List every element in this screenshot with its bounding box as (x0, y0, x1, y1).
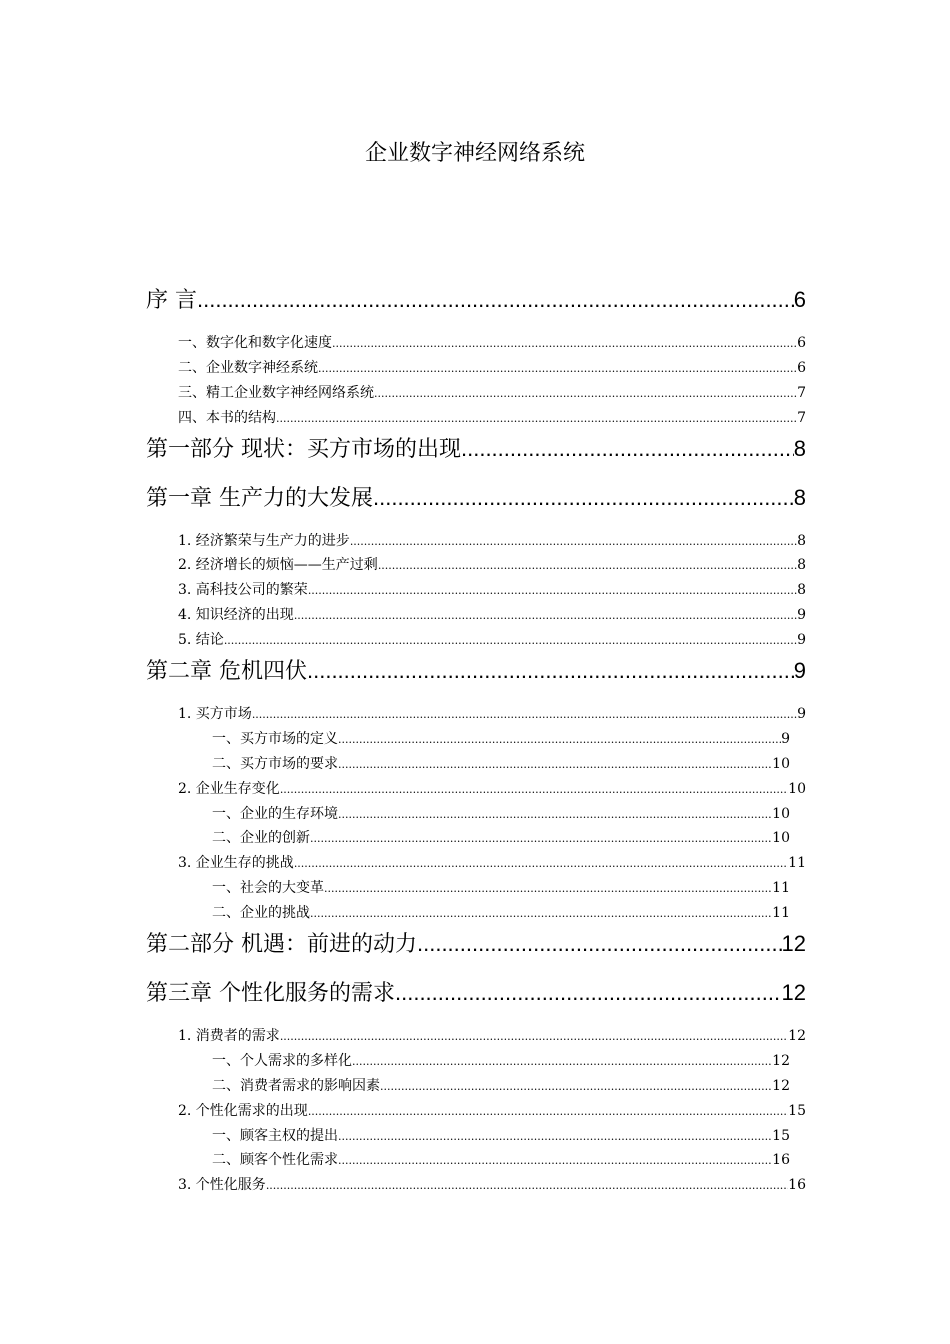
toc-entry[interactable] (146, 356, 806, 381)
toc-dot-leader (310, 902, 772, 926)
toc-dot-leader (373, 480, 794, 516)
toc-entry[interactable] (146, 752, 790, 777)
toc-entry-title: 4. 知识经济的出现 (178, 607, 294, 624)
toc-entry[interactable] (146, 553, 806, 578)
toc-page-number: 12 (781, 931, 806, 957)
toc-page-number: 7 (797, 384, 806, 401)
toc-entry[interactable] (146, 851, 806, 876)
toc-dot-leader (338, 1125, 772, 1149)
toc-dot-leader (338, 1149, 772, 1173)
toc-entry[interactable] (146, 777, 806, 802)
toc-entry-title: 四、本书的结构 (178, 409, 276, 426)
toc-entry[interactable] (146, 876, 790, 901)
toc-entry-title: 一、数字化和数字化速度 (178, 335, 332, 351)
toc-entry[interactable] (146, 1148, 790, 1173)
toc-page-number: 11 (772, 905, 790, 922)
toc-page-number: 9 (797, 706, 806, 723)
toc-heading[interactable] (146, 480, 806, 529)
toc-dot-leader (310, 827, 772, 851)
toc-dot-leader (280, 778, 788, 802)
toc-entry[interactable] (146, 628, 806, 653)
toc-page-number: 8 (797, 582, 806, 599)
toc-entry-title: 二、企业数字神经系统 (178, 359, 318, 376)
toc-entry[interactable] (146, 1024, 806, 1049)
toc-page-number: 6 (797, 359, 806, 376)
toc-entry[interactable] (146, 1124, 790, 1149)
document-title: 企业数字神经网络系统 (364, 141, 585, 166)
toc-dot-leader (350, 530, 797, 554)
toc-page-number: 9 (797, 607, 806, 624)
toc-entry-title: 一、买方市场的定义 (212, 730, 338, 747)
toc-entry-title: 3. 个性化服务 (178, 1177, 266, 1194)
toc-page-number: 8 (793, 435, 806, 461)
toc-dot-leader (308, 579, 797, 603)
toc-entry[interactable] (146, 603, 806, 628)
toc-entry[interactable] (146, 826, 790, 851)
toc-page-number: 15 (788, 1102, 806, 1119)
toc-dot-leader (374, 382, 797, 406)
toc-entry-title: 二、企业的创新 (212, 830, 310, 847)
toc-dot-leader (224, 629, 797, 653)
toc-page-number: 6 (793, 287, 806, 312)
toc-page-number: 12 (781, 980, 806, 1006)
toc-entry-title: 一、个人需求的多样化 (212, 1052, 352, 1069)
toc-dot-leader (324, 877, 772, 901)
toc-dot-leader (276, 407, 797, 431)
toc-dot-leader (380, 1075, 772, 1099)
toc-page-number: 15 (772, 1127, 790, 1144)
toc-entry-title: 第一部分 现状：买方市场的出现 (146, 436, 461, 462)
toc-page-number: 10 (788, 780, 806, 797)
toc-entry[interactable] (146, 331, 806, 356)
toc-dot-leader (338, 803, 772, 827)
toc-entry[interactable] (146, 702, 806, 727)
toc-entry-title: 第三章 个性化服务的需求 (146, 981, 395, 1007)
toc-page-number: 16 (772, 1152, 790, 1169)
toc-dot-leader (266, 1174, 788, 1198)
toc-entry-title: 一、顾客主权的提出 (212, 1127, 338, 1144)
toc-dot-leader (461, 431, 794, 467)
toc-entry[interactable] (146, 1074, 790, 1099)
toc-heading[interactable] (146, 431, 806, 480)
toc-entry-title: 第一章 生产力的大发展 (146, 485, 373, 511)
toc-entry-title: 序 言 (146, 288, 197, 313)
toc-entry-title: 1. 经济繁荣与生产力的进步 (178, 532, 350, 549)
toc-page-number: 12 (788, 1028, 806, 1045)
toc-page-number: 9 (781, 730, 790, 747)
toc-entry-title: 第二部分 机遇：前进的动力 (146, 932, 417, 958)
toc-entry-title: 5. 结论 (178, 632, 224, 649)
toc-entry-title: 2. 企业生存变化 (178, 780, 280, 797)
toc-page-number: 6 (797, 335, 806, 351)
toc-page-number: 11 (772, 880, 790, 897)
toc-page-number: 8 (797, 532, 806, 549)
toc-dot-leader (352, 1050, 772, 1074)
toc-entry-title: 3. 企业生存的挑战 (178, 855, 294, 872)
toc-page-number: 12 (772, 1077, 790, 1094)
toc-entry-title: 2. 个性化需求的出现 (178, 1102, 308, 1119)
toc-page-number: 7 (797, 409, 806, 426)
toc-entry-title: 一、企业的生存环境 (212, 805, 338, 822)
toc-dot-leader (252, 703, 797, 727)
toc-entry[interactable] (146, 1099, 806, 1124)
toc-dot-leader (378, 554, 797, 578)
toc-entry-title: 3. 高科技公司的繁荣 (178, 582, 308, 599)
toc-entry-title: 二、消费者需求的影响因素 (212, 1077, 380, 1094)
toc-page-number: 8 (797, 557, 806, 574)
toc-entry-title: 1. 消费者的需求 (178, 1028, 280, 1045)
toc-dot-leader (307, 653, 794, 689)
toc-heading[interactable] (146, 926, 806, 975)
toc-entry[interactable] (146, 727, 790, 752)
toc-entry[interactable] (146, 381, 806, 406)
toc-page-number: 10 (772, 805, 790, 822)
toc-dot-leader (280, 1025, 788, 1049)
toc-entry[interactable] (146, 529, 806, 554)
toc-entry[interactable] (146, 901, 790, 926)
toc-heading[interactable] (146, 975, 806, 1024)
toc-entry-title: 二、顾客个性化需求 (212, 1152, 338, 1169)
toc-page-number: 9 (797, 632, 806, 649)
table-of-contents (146, 282, 806, 1198)
toc-entry[interactable] (146, 1173, 806, 1198)
toc-entry-title: 2. 经济增长的烦恼——生产过剩 (178, 557, 378, 574)
toc-page-number: 11 (788, 855, 806, 872)
toc-page-number: 9 (793, 658, 806, 684)
toc-page-number: 10 (772, 830, 790, 847)
toc-dot-leader (338, 728, 781, 752)
toc-dot-leader (308, 1100, 788, 1124)
toc-page-number: 8 (793, 484, 806, 510)
toc-heading[interactable] (146, 653, 806, 702)
toc-dot-leader (294, 852, 788, 876)
toc-heading[interactable] (146, 282, 806, 331)
toc-entry-title: 三、精工企业数字神经网络系统 (178, 384, 374, 401)
toc-entry-title: 二、买方市场的要求 (212, 755, 338, 772)
toc-entry[interactable] (146, 406, 806, 431)
toc-dot-leader (338, 753, 772, 777)
toc-entry-title: 一、社会的大变革 (212, 880, 324, 897)
toc-dot-leader (294, 604, 797, 628)
toc-entry-title: 1. 买方市场 (178, 706, 252, 723)
toc-dot-leader (332, 332, 797, 356)
toc-dot-leader (417, 926, 782, 962)
toc-dot-leader (197, 282, 794, 318)
toc-dot-leader (318, 357, 797, 381)
toc-entry[interactable] (146, 1049, 790, 1074)
toc-dot-leader (395, 975, 782, 1011)
toc-page-number: 10 (772, 755, 790, 772)
toc-entry[interactable] (146, 802, 790, 827)
toc-entry-title: 第二章 危机四伏 (146, 659, 307, 685)
toc-entry[interactable] (146, 578, 806, 603)
toc-page-number: 16 (788, 1177, 806, 1194)
toc-entry-title: 二、企业的挑战 (212, 905, 310, 922)
toc-page-number: 12 (772, 1052, 790, 1069)
